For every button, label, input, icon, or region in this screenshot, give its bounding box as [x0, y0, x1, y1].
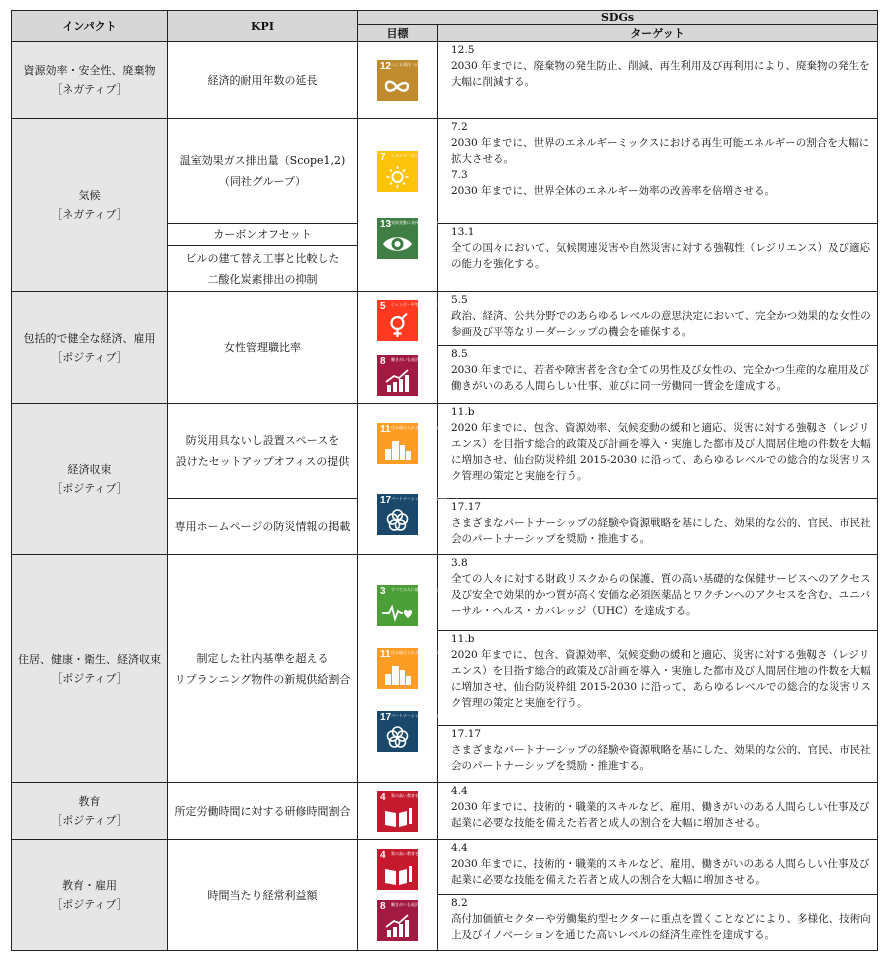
table-row [12, 840, 878, 895]
target-text: 2030 年までに、廃棄物の発生防止、削減、再生利用及び再利用により、廃棄物の発生を大幅に削減する。 [451, 60, 870, 88]
target-code: 11.b [451, 406, 475, 418]
impact-cell [12, 840, 168, 951]
kpi-cell: カーボンオフセット [168, 224, 358, 246]
impact-polarity: ［ネガティブ］ [51, 208, 128, 221]
target-cell [438, 840, 878, 895]
target-cell [438, 726, 878, 783]
target-text: 全ての国々において、気候関連災害や自然災害に対する強靱性（レジリエンス）及び適応の能力を強化する。 [451, 242, 871, 270]
sdg4-icon: 4 質の高い教育をみんなに [377, 791, 418, 832]
kpi-line: 温室効果ガス排出量（Scope1,2) [179, 154, 346, 167]
kpi-cell [168, 555, 358, 783]
kpi-line: 防災用具ないし設置スペースを [185, 434, 340, 447]
target-text: 2030 年までに、技術的・職業的スキルなど、雇用、働きがいのある人間らしい仕事及び起業に必要な技能を備えた若者と成人の割合を大幅に増加させる。 [451, 801, 870, 829]
kpi-cell: 時間当たり経常利益額 [168, 840, 358, 951]
kpi-line: 制定した社内基準を超える [196, 651, 329, 665]
impact-label: 経済収束 [67, 463, 112, 476]
target-code: 4.4 [451, 785, 468, 797]
impact-cell [12, 555, 168, 783]
header-target: ターゲット [438, 25, 878, 42]
target-text: さまざまなパートナーシップの経験や資源戦略を基にした、効果的な公的、官民、市民社会のパートナーシップを奨励・推進する。 [451, 517, 871, 545]
target-cell [438, 499, 878, 555]
sdg17-icon: 17 パートナーシップで目標を達成しよう [377, 494, 418, 535]
target-text: 2030 年までに、若者や障害者を含む全ての男性及び女性の、完全かつ生産的な雇用及び働きがいのある人間らしい仕事、並びに同一労働同一賃金を達成する。 [451, 364, 870, 392]
target-code: 11.b [451, 633, 475, 645]
impact-polarity: ［ポジティブ］ [51, 350, 128, 364]
impact-cell [12, 404, 168, 555]
table-row [12, 783, 878, 840]
impact-label: 教育 [78, 795, 101, 808]
target-text: 2030 年までに、世界全体のエネルギー効率の改善率を倍増させる。 [451, 185, 776, 197]
sdg7-icon: 7 エネルギーをみんなに [377, 151, 418, 192]
impact-cell [12, 119, 168, 292]
target-code: 17.17 [451, 501, 482, 513]
target-code: 17.17 [451, 728, 482, 740]
sdg17-icon: 17 パートナーシップで目標を達成しよう [377, 711, 418, 752]
target-text: 2020 年までに、包含、資源効率、気候変動の緩和と適応、災害に対する強靱さ（レジリエンス）を目指す総合的政策及び計画を導入・実施した都市及び人間居住地の件数を大幅に増加させ、仙台防災枠組 2015-2030 に沿って、あらゆるレベルでの総合的な災害リスク管理の策定と実施を行う。 [451, 649, 871, 709]
target-code: 8.2 [451, 897, 468, 909]
kpi-cell: 専用ホームページの防災情報の掲載 [168, 499, 358, 555]
target-cell [438, 292, 878, 346]
goal-cell [358, 404, 459, 555]
target-text: 2030 年までに、技術的・職業的スキルなど、雇用、働きがいのある人間らしい仕事及び起業に必要な技能を備えた若者と成人の割合を大幅に増加させる。 [451, 858, 870, 886]
kpi-line: （同社グループ） [218, 175, 307, 188]
impact-label: 教育・雇用 [62, 879, 117, 892]
impact-cell [12, 292, 168, 404]
target-cell [438, 404, 878, 499]
goal-cell [358, 840, 438, 951]
table-row [12, 555, 878, 631]
target-text: 2020 年までに、包含、資源効率、気候変動の緩和と適応、災害に対する強靱さ（レジリエンス）を目指す総合的政策及び計画を導入・実施した都市及び人間居住地の件数を大幅に増加させ、仙台防災枠組 2015-2030 に沿って、あらゆるレベルでの総合的な災害リスク管理の策定と実施を行う。 [451, 422, 871, 482]
impact-cell [12, 783, 168, 840]
target-cell [438, 783, 878, 840]
table-row [12, 292, 878, 346]
target-code: 5.5 [451, 294, 468, 306]
sdg5-icon: 5 ジェンダー平等を実現しよう [377, 300, 418, 341]
goal-cell [358, 119, 438, 292]
kpi-cell: 経済的耐用年数の延長 [168, 42, 358, 119]
header-impact: インパクト [12, 11, 168, 42]
kpi-line: 設けたセットアップオフィスの提供 [175, 455, 350, 468]
target-code: 13.1 [451, 226, 475, 238]
kpi-line: ビルの建て替え工事と比較した [185, 251, 340, 265]
table-row [12, 119, 878, 224]
target-code: 8.5 [451, 348, 468, 360]
sdg8-icon: 8 働きがいも経済成長も [377, 355, 418, 396]
sdg3-icon: 3 すべての人に健康と福祉を [377, 585, 418, 626]
goal-cell [358, 783, 438, 840]
target-cell [438, 895, 878, 951]
table-row [12, 404, 878, 499]
target-code: 7.3 [451, 169, 468, 181]
header-goal: 目標 [358, 25, 438, 42]
target-cell [438, 631, 878, 726]
impact-label: 住居、健康・衛生、経済収束 [18, 652, 161, 666]
target-code: 4.4 [451, 842, 468, 854]
goal-cell [358, 555, 459, 783]
impact-polarity: ［ポジティブ］ [51, 898, 128, 911]
sdg13-icon: 13 気候変動に具体的な対策を [377, 218, 418, 259]
header-kpi: KPI [168, 11, 358, 42]
kpi-cell [168, 404, 358, 499]
target-text: さまざまなパートナーシップの経験や資源戦略を基にした、効果的な公的、官民、市民社会のパートナーシップを奨励・推進する。 [451, 744, 871, 772]
target-cell [438, 224, 878, 292]
target-cell [438, 346, 878, 404]
target-text: 政治、経済、公共分野でのあらゆるレベルの意思決定において、完全かつ効果的な女性の参画及び平等なリーダーシップの機会を確保する。 [451, 310, 871, 338]
sdg11-icon: 11 住み続けられるまちづくりを [377, 423, 418, 464]
table-row [12, 42, 878, 119]
kpi-cell: 女性管理職比率 [168, 292, 358, 404]
kpi-cell [168, 119, 358, 224]
target-text: 全ての人々に対する財政リスクからの保護、質の高い基礎的な保健サービスへのアクセス及び安全で効果的かつ質が高く安価な必須医薬品とワクチンへのアクセスを含む、ユニバーサル・ヘルス・カバレッジ（UHC）を達成する。 [451, 573, 871, 617]
impact-cell [12, 42, 168, 119]
target-code: 3.8 [451, 557, 468, 569]
header-sdgs: SDGs [358, 11, 878, 25]
target-text: 高付加価値セクターや労働集約型セクターに重点を置くことなどにより、多様化、技術向上及びイノベーションを通じた高いレベルの経済生産性を達成する。 [451, 913, 871, 941]
impact-polarity: ［ポジティブ］ [51, 814, 128, 827]
impact-polarity: ［ポジティブ］ [51, 671, 128, 685]
target-code: 12.5 [451, 44, 475, 56]
impact-label: 資源効率・安全性、廃棄物 [23, 64, 156, 77]
target-text: 2030 年までに、世界のエネルギーミックスにおける再生可能エネルギーの割合を大幅に拡大させる。 [451, 137, 870, 165]
kpi-cell [168, 246, 358, 292]
kpi-cell: 所定労働時間に対する研修時間割合 [168, 783, 358, 840]
impact-polarity: ［ネガティブ］ [51, 83, 128, 96]
impact-label: 包括的で健全な経済、雇用 [23, 331, 156, 345]
target-cell [438, 555, 878, 631]
sdg11-icon: 11 住み続けられるまちづくりを [377, 648, 418, 689]
goal-cell [358, 42, 438, 119]
impact-label: 気候 [78, 189, 101, 202]
kpi-line: 二酸化炭素排出の抑制 [207, 272, 318, 286]
target-cell [438, 42, 878, 119]
sdg12-icon: 12 つくる責任 つかう責任 [377, 60, 418, 101]
goal-cell [358, 292, 443, 404]
target-code: 7.2 [451, 121, 468, 133]
target-cell [438, 119, 878, 224]
sdg8-icon: 8 働きがいも経済成長も [377, 900, 418, 941]
sdgs-kpi-table [11, 10, 878, 951]
impact-polarity: ［ポジティブ］ [51, 482, 128, 495]
kpi-line: リプランニング物件の新規供給割合 [174, 672, 351, 686]
sdg4-icon: 4 質の高い教育をみんなに [377, 849, 418, 890]
